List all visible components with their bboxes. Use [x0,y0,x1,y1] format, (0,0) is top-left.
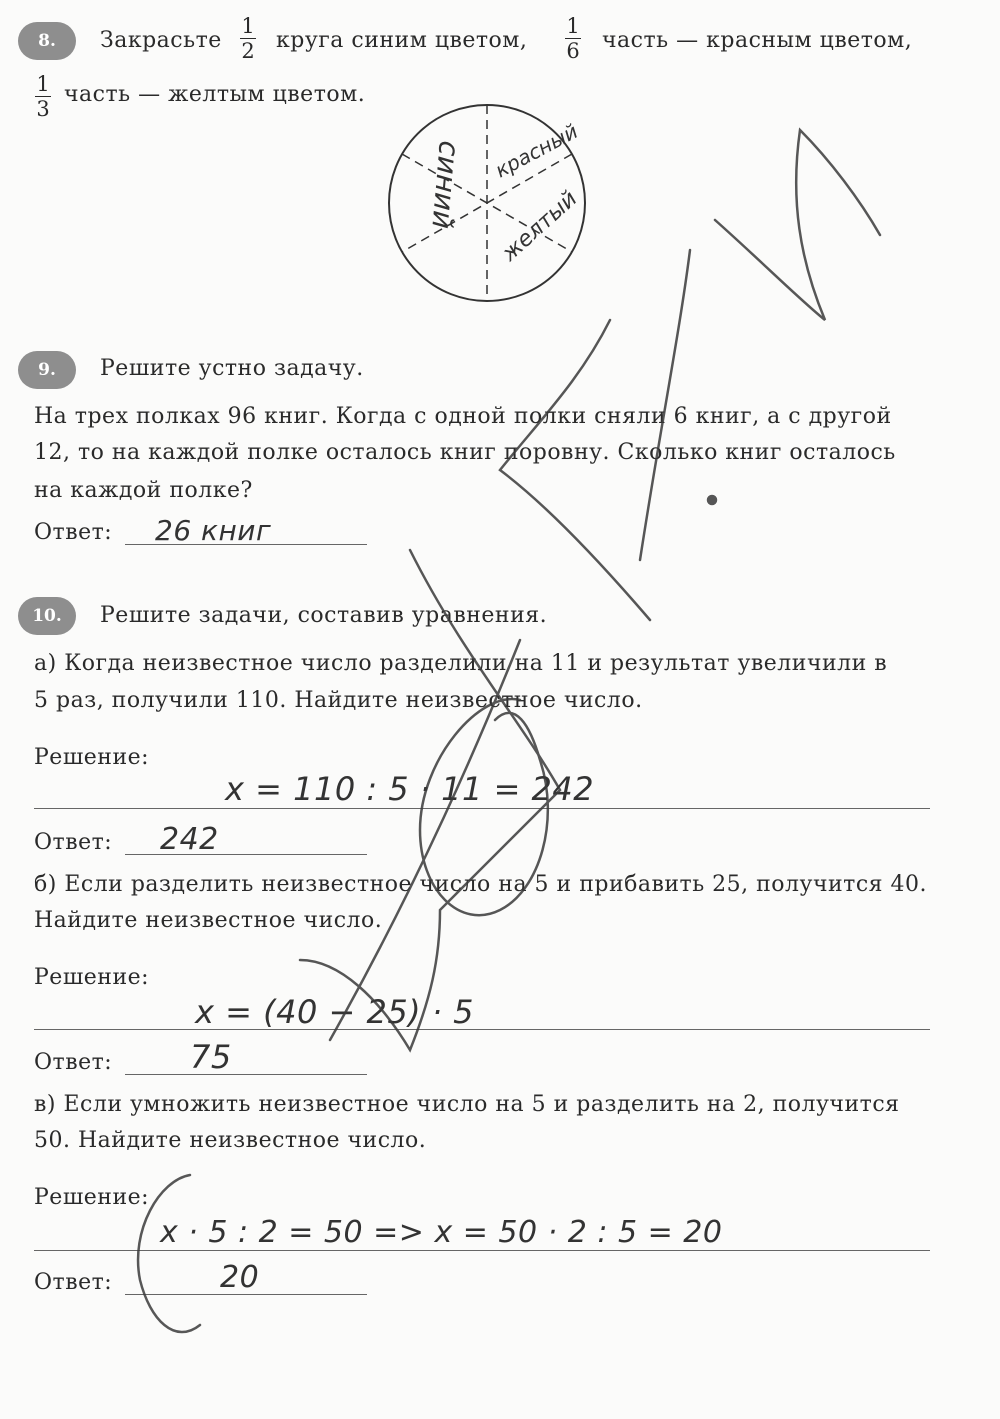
watermark-dot [708,496,716,504]
task8-text-b: круга синим цветом, [276,28,528,53]
task10-title: Решите задачи, составив уравнения. [100,603,548,628]
task10a-line-1: а) Когда неизвестное число разделили на 11 и результат увеличили в [34,651,888,676]
fraction-denominator: 3 [36,97,50,121]
task10c-line-1: в) Если умножить неизвестное число на 5 и разделить на 2, получится [34,1092,900,1117]
task10b-solution: x = (40 − 25) · 5 [195,993,475,1031]
fraction-numerator: 1 [241,14,255,38]
task8-number-badge: 8. [18,22,76,60]
watermark-letter-k [640,250,690,560]
task9-line-1: На трех полках 96 книг. Когда с одной полки сняли 6 книг, а с другой [34,404,892,429]
task9-number-badge: 9. [18,351,76,389]
watermark-letter-o [420,699,548,915]
watermark-letter-i [715,130,880,320]
task9-line-3: на каждой полке? [34,478,253,503]
task10a-line-2: 5 раз, получили 110. Найдите неизвестное число. [34,688,643,713]
task10b-solution-label: Решение: [34,965,150,990]
task10b-answer-label: Ответ: [34,1050,113,1075]
fraction-denominator: 2 [241,39,255,63]
fraction-denominator: 6 [566,39,580,63]
task10b-answer: 75 [190,1038,232,1076]
watermark-letter-m [300,550,560,1050]
task10a-solution-label: Решение: [34,745,150,770]
watermark-letter-k-arm [500,320,650,620]
task8-text-a: Закрасьте [100,28,222,53]
task10a-answer-label: Ответ: [34,830,113,855]
task10c-solution: x · 5 : 2 = 50 => x = 50 · 2 : 5 = 20 [160,1215,723,1250]
task8-text-d: часть — желтым цветом. [64,82,366,107]
task9-line-2: 12, то на каждой полке осталось книг поровну. Сколько книг осталось [34,440,896,465]
task10b-line-2: Найдите неизвестное число. [34,908,383,933]
watermark-stroke-long [330,640,520,1040]
task10c-solution-label: Решение: [34,1185,150,1210]
circle-label-blue: синий [425,139,466,231]
task9-title: Решите устно задачу. [100,356,364,381]
circle-label-yellow: желтый [497,186,583,267]
task8-text-c: часть — красным цветом, [602,28,913,53]
fraction-numerator: 1 [36,72,50,96]
task10a-answer: 242 [160,822,219,857]
task10c-line-2: 50. Найдите неизвестное число. [34,1128,427,1153]
task10c-answer: 20 [220,1260,260,1295]
task10a-solution: x = 110 : 5 · 11 = 242 [225,770,595,808]
watermark-letter-s [138,1175,200,1332]
fraction-numerator: 1 [566,14,580,38]
circle-label-red: красный [491,119,582,183]
task9-answer-label: Ответ: [34,520,113,545]
task9-answer-value: 26 книг [155,514,272,547]
task10b-line-1: б) Если разделить неизвестное число на 5 и прибавить 25, получится 40. [34,872,928,897]
task10-number-badge: 10. [18,597,76,635]
task10c-answer-label: Ответ: [34,1270,113,1295]
